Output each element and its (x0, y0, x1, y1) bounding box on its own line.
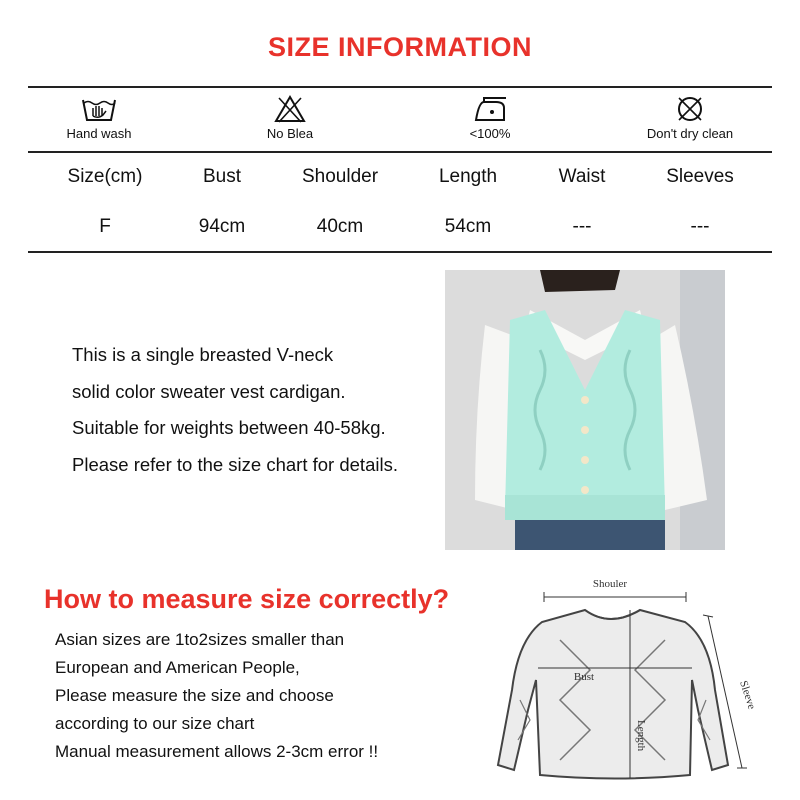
divider-mid (28, 151, 772, 153)
care-label: No Blea (266, 126, 314, 141)
divider-bottom (28, 251, 772, 253)
care-hand-wash (29, 94, 169, 141)
how-to-measure-heading: How to measure size correctly? (44, 584, 450, 614)
tip-line: Manual measurement allows 2-3cm error !! (55, 742, 379, 761)
table-cell: --- (572, 216, 592, 237)
table-cell: 54cm (444, 216, 492, 237)
product-description (72, 337, 398, 483)
care-label: Don't dry clean (646, 126, 734, 141)
table-header-cell: Sleeves (666, 166, 734, 187)
table-header-cell: Shoulder (301, 166, 379, 187)
care-iron (420, 94, 560, 141)
description-line: Suitable for weights between 40-58kg. (72, 417, 386, 438)
table-header-cell: Bust (202, 166, 242, 187)
table-cell: F (99, 216, 111, 237)
iron-icon (470, 94, 510, 124)
hand-wash-icon (79, 94, 119, 124)
care-no-bleach (220, 94, 360, 141)
tip-line: European and American People, (55, 658, 300, 677)
diagram-shoulder-label: Shouler (592, 578, 628, 590)
table-cell: --- (690, 216, 710, 237)
table-header-cell: Length (438, 166, 498, 187)
diagram-bust-label: Bust (573, 671, 595, 683)
measurement-diagram (470, 570, 780, 800)
no-dry-clean-icon (673, 94, 707, 124)
no-bleach-icon (273, 94, 307, 124)
care-label: <100% (469, 126, 511, 141)
tip-line: Please measure the size and choose (55, 686, 334, 705)
divider-top (28, 86, 772, 88)
tip-line: Asian sizes are 1to2sizes smaller than (55, 630, 345, 649)
care-label: Hand wash (66, 126, 132, 141)
table-header-cell: Size(cm) (67, 166, 143, 187)
tip-line: according to our size chart (55, 714, 255, 733)
description-line: solid color sweater vest cardigan. (72, 380, 346, 402)
table-header-cell: Waist (558, 166, 606, 187)
table-cell: 94cm (198, 216, 246, 237)
page-title: SIZE INFORMATION (268, 32, 532, 62)
table-cell: 40cm (316, 216, 364, 237)
description-line: Please refer to the size chart for details. (72, 453, 398, 475)
care-no-dry-clean (620, 94, 760, 141)
diagram-sleeve-label: Sleeve (737, 679, 758, 711)
measure-tips (55, 626, 378, 766)
product-photo (445, 270, 725, 550)
description-line: This is a single breasted V-neck (72, 344, 334, 365)
diagram-length-label: Length (635, 720, 647, 752)
